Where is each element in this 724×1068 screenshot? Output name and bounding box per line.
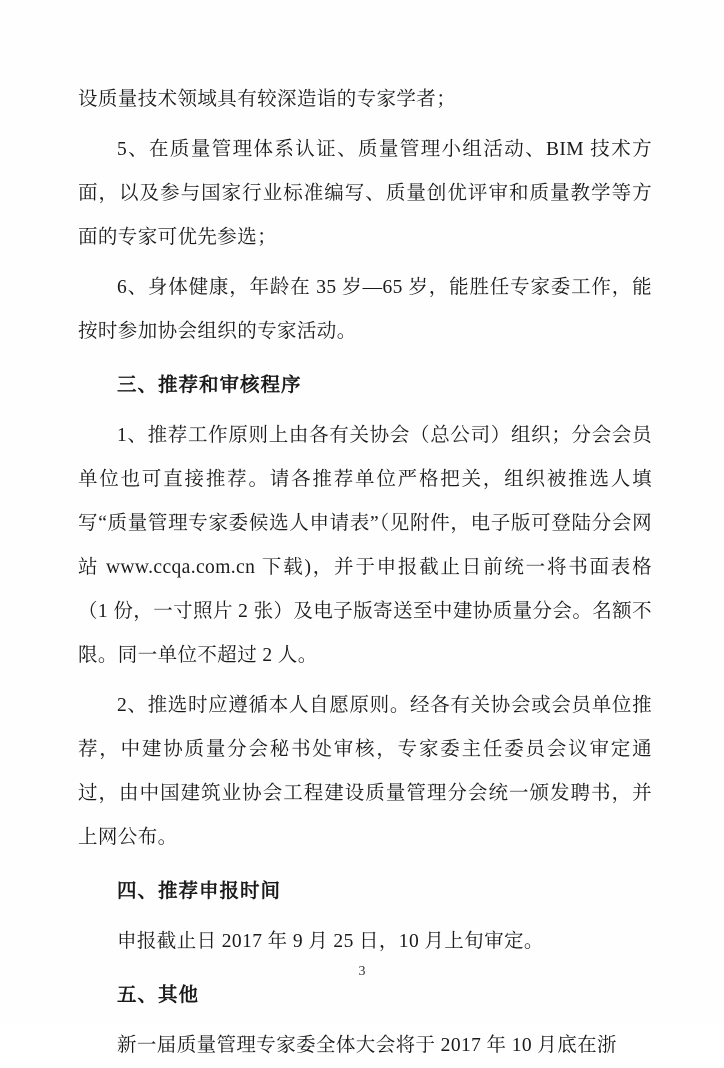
paragraph-item-2: 2、推选时应遵循本人自愿原则。经各有关协会或会员单位推荐，中建协质量分会秘书处审核，专家委主任委员会议审定通过，由中国建筑业协会工程建设质量管理分会统一颁发聘书，并上网公布。 xyxy=(78,695,652,848)
paragraph-other: 新一届质量管理专家委全体大会将于 2017 年 10 月底在浙 xyxy=(117,1035,617,1056)
paragraph-item-6: 6、身体健康，年龄在 35 岁—65 岁，能胜任专家委工作，能按时参加协会组织的专家活动。 xyxy=(78,277,652,342)
document-body xyxy=(78,78,652,1068)
paragraph-deadline: 申报截止日 2017 年 9 月 25 日，10 月上旬审定。 xyxy=(117,931,544,952)
paragraph-item-1: 1、推荐工作原则上由各有关协会（总公司）组织；分会会员单位也可直接推荐。请各推荐单位严格把关，组织被推选人填写“质量管理专家委候选人申请表”（见附件，电子版可登陆分会网站 www.ccqa.com.cn 下载)，并于申报截止日前统一将书面表格（1 份，一寸照片 2 张）及电子版寄送至中建协质量分会。名额不限。同一单位不超过 2 人。 xyxy=(78,425,652,666)
spacer xyxy=(78,860,652,870)
section-heading-three: 三、推荐和审核程序 xyxy=(117,375,302,396)
section-heading-four: 四、推荐申报时间 xyxy=(117,881,282,902)
section-heading-five: 五、其他 xyxy=(117,985,200,1006)
paragraph-continuation: 设质量技术领域具有较深造诣的专家学者； xyxy=(78,89,457,110)
page-number: 3 xyxy=(358,964,366,979)
spacer xyxy=(78,354,652,364)
paragraph-item-5: 5、在质量管理体系认证、质量管理小组活动、BIM 技术方面，以及参与国家行业标准编写、质量创优评审和质量教学等方面的专家可优先参选； xyxy=(78,139,652,248)
